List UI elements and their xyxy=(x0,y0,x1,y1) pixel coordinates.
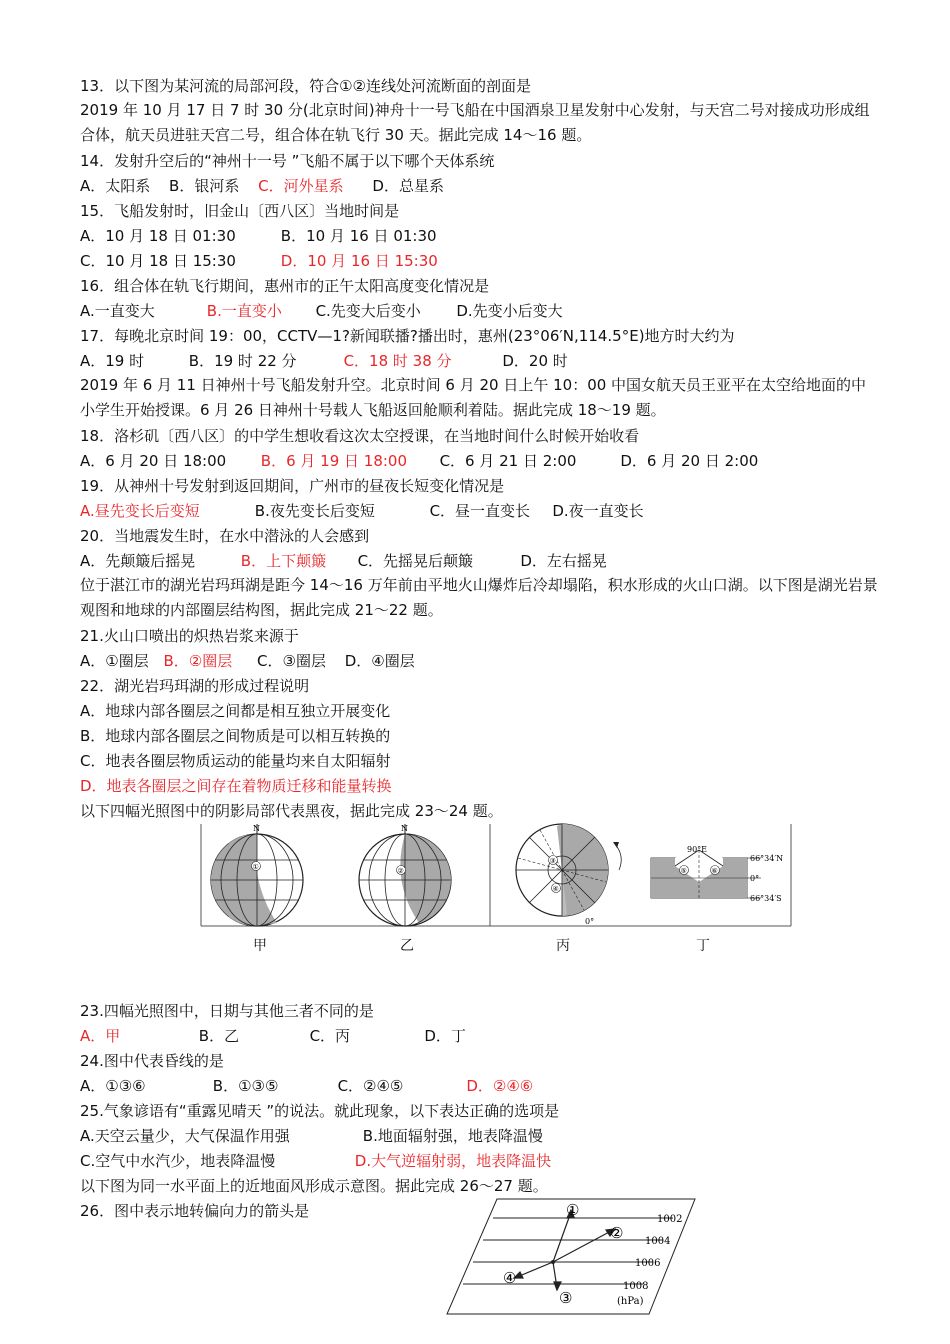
question-14-options xyxy=(80,176,444,196)
isobar-1008: 1008 xyxy=(623,1281,649,1292)
isobar-1002: 1002 xyxy=(657,1214,683,1225)
question-19-options xyxy=(80,501,644,521)
globe-jia xyxy=(211,824,303,926)
option-d: D.夜一直变长 xyxy=(552,502,644,520)
option-a: A．19 时 xyxy=(80,352,145,370)
arrow-2: ② xyxy=(610,1224,624,1242)
question-20-options xyxy=(80,551,607,571)
arrow-1: ① xyxy=(566,1201,580,1219)
question-24-stem: 24.图中代表昏线的是 xyxy=(80,1052,224,1070)
caption-bing: 丙 xyxy=(556,938,570,954)
option-a: A．先颠簸后摇晃 xyxy=(80,552,196,570)
arrow-4: ④ xyxy=(503,1269,517,1287)
globe-yi xyxy=(359,824,451,926)
option-c-answer: C．河外星系 xyxy=(258,177,344,195)
option-d: D．左右摇晃 xyxy=(520,552,607,570)
question-23-options xyxy=(80,1026,466,1046)
option-d: D．6 月 20 日 2:00 xyxy=(620,452,759,470)
option-c: C．昼一直变长 xyxy=(429,502,531,520)
option-b: B．10 月 16 日 01:30 xyxy=(280,227,437,245)
marker-5: ⑤ xyxy=(680,867,687,875)
option-c: C．先摇晃后颠簸 xyxy=(357,552,474,570)
question-15-options-row2 xyxy=(80,251,438,271)
question-13: 13．以下图为某河流的局部河段，符合①②连线处河流断面的剖面是 xyxy=(80,77,531,95)
arrow-3: ③ xyxy=(559,1289,573,1307)
polar-bing xyxy=(516,824,621,926)
option-a: A．①③⑥ xyxy=(80,1077,146,1095)
option-d: D．总星系 xyxy=(372,177,444,195)
option-d: D．20 时 xyxy=(502,352,568,370)
marker-6: ⑥ xyxy=(711,867,718,875)
option-c: C．丙 xyxy=(309,1027,351,1045)
illumination-figure xyxy=(195,822,795,932)
intro-26-27: 以下图为同一水平面上的近地面风形成示意图。据此完成 26～27 题。 xyxy=(80,1177,548,1195)
option-a: A．太阳系 xyxy=(80,177,151,195)
question-19-stem: 19．从神州十号发射到返回期间，广州市的昼夜长短变化情况是 xyxy=(80,477,505,495)
bing-longitude-label: 0° xyxy=(585,917,595,926)
pressure-unit: (hPa) xyxy=(617,1296,644,1307)
ding-longitude-label: 90°E xyxy=(687,845,708,854)
option-d-answer: D．②④⑥ xyxy=(466,1077,534,1095)
question-23-stem: 23.四幅光照图中，日期与其他三者不同的是 xyxy=(80,1002,374,1020)
option-b: B．乙 xyxy=(198,1027,240,1045)
question-15-stem: 15．飞船发射时，旧金山〔西八区〕当地时间是 xyxy=(80,202,400,220)
option-b: B．①③⑤ xyxy=(212,1077,279,1095)
question-22-stem: 22．湖光岩玛珥湖的形成过程说明 xyxy=(80,677,310,695)
question-25-options-row1 xyxy=(80,1126,543,1146)
isobar-1006: 1006 xyxy=(635,1258,661,1269)
option-a-answer: A．甲 xyxy=(80,1027,121,1045)
option-b-answer: B．②圈层 xyxy=(163,652,233,670)
option-c: C.空气中水汽少，地表降温慢 xyxy=(80,1152,276,1170)
option-b-answer: B．6 月 19 日 18:00 xyxy=(260,452,408,470)
option-c-answer: C．18 时 38 分 xyxy=(343,352,452,370)
intro-18-19: 2019 年 6 月 11 日神州十号飞船发射升空。北京时间 6 月 20 日上午 10：00 中国女航天员王亚平在太空给地面的中小学生开始授课。6 月 26 日神州十号载人飞船返回舱顺利着陆。据此完成 18～19 题。 xyxy=(80,376,867,419)
north-label: N xyxy=(401,824,408,833)
ding-lat-equator: 0° xyxy=(750,874,760,883)
marker-2: ② xyxy=(397,867,404,875)
option-d: D．丁 xyxy=(424,1027,466,1045)
intro-14-16: 2019 年 10 月 17 日 7 时 30 分(北京时间)神舟十一号飞船在中国酒泉卫星发射中心发射，与天宫二号对接成功形成组合体，航天员进驻天宫二号，组合体在轨飞行 30 天。据此完成 14～16 题。 xyxy=(80,101,870,144)
question-26-stem: 26．图中表示地转偏向力的箭头是 xyxy=(80,1202,310,1220)
option-b: B．19 时 22 分 xyxy=(188,352,297,370)
option-b-answer: B．上下颠簸 xyxy=(240,552,327,570)
north-label: N xyxy=(253,824,260,833)
marker-3: ③ xyxy=(549,857,556,865)
option-b: B.地面辐射强，地表降温慢 xyxy=(362,1127,543,1145)
option-b: B．地球内部各圈层之间物质是可以相互转换的 xyxy=(80,727,391,745)
option-c: C．③圈层 xyxy=(257,652,326,670)
question-20-stem: 20．当地震发生时，在水中潜泳的人会感到 xyxy=(80,527,370,545)
question-21-stem: 21.火山口喷出的炽热岩浆来源于 xyxy=(80,627,299,645)
option-c: C．地表各圈层物质运动的能量均来自太阳辐射 xyxy=(80,752,391,770)
question-25-options-row2 xyxy=(80,1151,551,1171)
question-16-options xyxy=(80,301,563,321)
question-17-stem: 17．每晚北京时间 19：00，CCTV—1?新闻联播?播出时，惠州(23°06′N,114.5°E)地方时大约为 xyxy=(80,327,735,345)
intro-23-24: 以下四幅光照图中的阴影局部代表黑夜，据此完成 23～24 题。 xyxy=(80,802,503,820)
option-a: A．10 月 18 日 01:30 xyxy=(80,227,236,245)
option-b-answer: B.一直变小 xyxy=(206,302,282,320)
option-a: A．地球内部各圈层之间都是相互独立开展变化 xyxy=(80,702,391,720)
ding-lat-north: 66°34′N xyxy=(750,854,784,863)
ding-lat-south: 66°34′S xyxy=(750,894,782,903)
option-c: C．②④⑤ xyxy=(337,1077,404,1095)
question-18-stem: 18．洛杉矶〔西八区〕的中学生想收看这次太空授课，在当地时间什么时候开始收看 xyxy=(80,427,640,445)
question-15-options-row1 xyxy=(80,226,437,246)
option-b: B．银河系 xyxy=(169,177,240,195)
marker-4: ④ xyxy=(552,885,559,893)
caption-jia: 甲 xyxy=(253,938,267,954)
question-16-stem: 16．组合体在轨飞行期间，惠州市的正午太阳高度变化情况是 xyxy=(80,277,490,295)
option-a: A．①圈层 xyxy=(80,652,149,670)
option-c: C．6 月 21 日 2:00 xyxy=(439,452,577,470)
option-c: C．10 月 18 日 15:30 xyxy=(80,252,236,270)
question-17-options xyxy=(80,351,568,371)
option-a-answer: A.昼先变长后变短 xyxy=(80,502,200,520)
question-25-stem: 25.气象谚语有“重露见晴天 ”的说法。就此现象，以下表达正确的选项是 xyxy=(80,1102,560,1120)
option-a: A.一直变大 xyxy=(80,302,155,320)
question-24-options xyxy=(80,1076,533,1096)
option-c: C.先变大后变小 xyxy=(315,302,421,320)
option-d-answer: D.大气逆辐射弱，地表降温快 xyxy=(354,1152,552,1170)
question-21-options xyxy=(80,651,415,671)
caption-ding: 丁 xyxy=(696,938,710,954)
option-d-answer: D．10 月 16 日 15:30 xyxy=(280,252,438,270)
option-a: A．6 月 20 日 18:00 xyxy=(80,452,227,470)
wind-figure xyxy=(445,1196,715,1316)
rect-ding xyxy=(651,845,783,903)
question-18-options xyxy=(80,451,758,471)
question-14-stem: 14．发射升空后的“神州十一号 ”飞船不属于以下哪个天体系统 xyxy=(80,152,495,170)
option-d: D．④圈层 xyxy=(344,652,415,670)
caption-yi: 乙 xyxy=(400,938,414,954)
option-b: B.夜先变长后变短 xyxy=(254,502,375,520)
intro-21-22: 位于湛江市的湖光岩玛珥湖是距今 14～16 万年前由平地火山爆炸后冷却塌陷，积水形成的火山口湖。以下图是湖光岩景观图和地球的内部圈层结构图，据此完成 21～22 题。 xyxy=(80,576,878,619)
marker-1: ① xyxy=(252,863,259,871)
option-a: A.天空云量少，大气保温作用强 xyxy=(80,1127,290,1145)
option-d: D.先变小后变大 xyxy=(456,302,563,320)
isobar-1004: 1004 xyxy=(645,1236,671,1247)
option-d-answer: D．地表各圈层之间存在着物质迁移和能量转换 xyxy=(80,777,392,795)
